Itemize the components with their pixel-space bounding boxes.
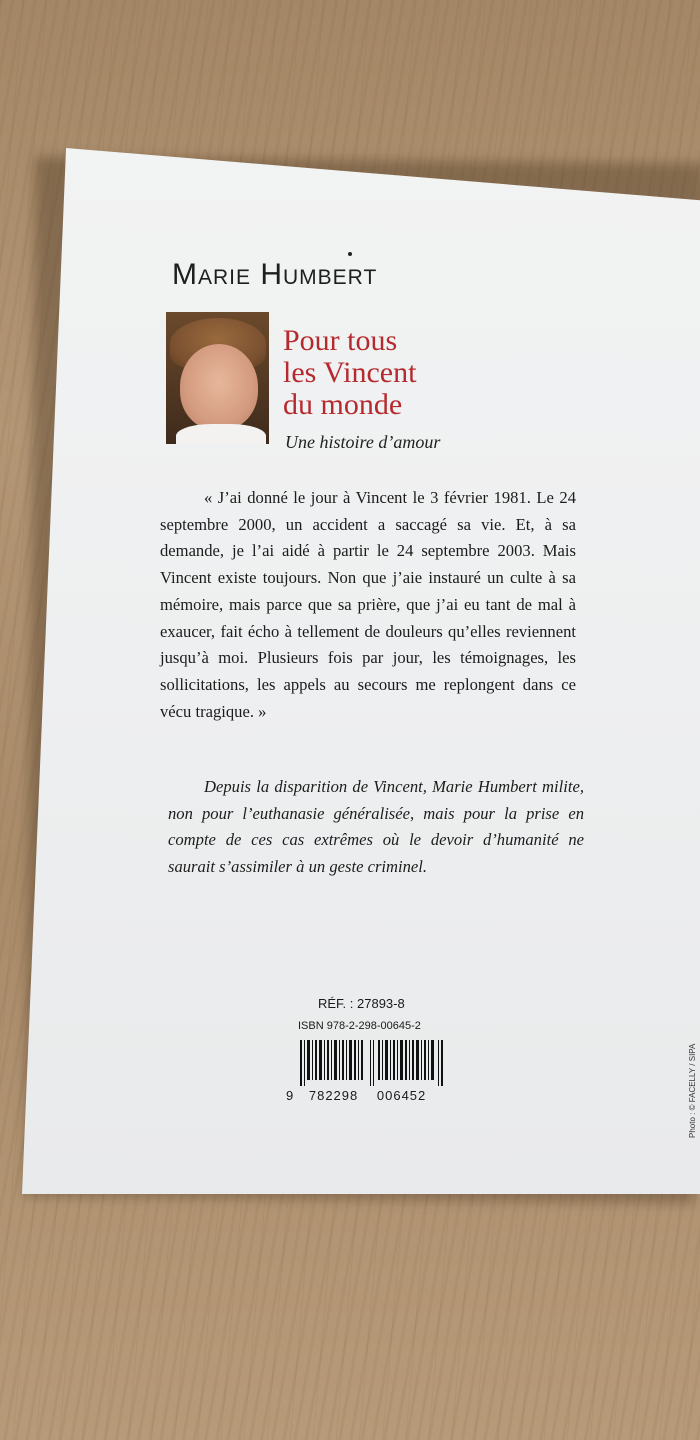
- author-name: Marie Humbert: [172, 258, 378, 291]
- photo-collar: [176, 424, 266, 444]
- reference-number: RÉF. : 27893-8: [318, 996, 405, 1011]
- title-line: les Vincent: [283, 356, 417, 389]
- book-title: [283, 325, 416, 421]
- barcode-digit-left: 9: [286, 1088, 295, 1103]
- photo-face: [180, 344, 258, 430]
- isbn-number: ISBN 978-2-298-00645-2: [298, 1020, 421, 1032]
- author-note-paragraph: Depuis la disparition de Vincent, Marie Humbert milite, non pour l’euthanasie généralisée, mais pour la prise en compte de ces cas extrêmes où le devoir d’humanité ne saurait s’assimiler à un geste criminel.: [168, 777, 584, 876]
- title-line: du monde: [283, 388, 403, 421]
- barcode-icon: [298, 1040, 448, 1086]
- book-subtitle: Une histoire d’amour: [285, 432, 441, 452]
- title-line: Pour tous: [283, 324, 398, 357]
- photo-credit: Photo : © FACELLY / SIPA: [688, 1043, 697, 1138]
- author-photo: [166, 312, 269, 444]
- barcode-digits-right: 006452: [376, 1088, 427, 1103]
- quote-paragraph: « J’ai donné le jour à Vincent le 3 février 1981. Le 24 septembre 2000, un accident a saccagé sa vie. Et, à sa demande, je l’ai aidé à partir le 24 septembre 2003. Mais Vincent existe toujours. Non que j’aie instauré un culte à sa mémoire, mais parce que sa prière, que j’ai eu tant de mal à exaucer, fait écho à tellement de douleurs qu’elles reviennent jusqu’à moi. Plusieurs fois par jour, les témoignages, les sollicitations, les appels au secours me replongent dans ce vécu tragique. »: [160, 488, 576, 721]
- barcode-digits-middle: 782298: [308, 1088, 359, 1103]
- ink-dot: [348, 252, 352, 256]
- barcode-digits: [286, 1088, 452, 1103]
